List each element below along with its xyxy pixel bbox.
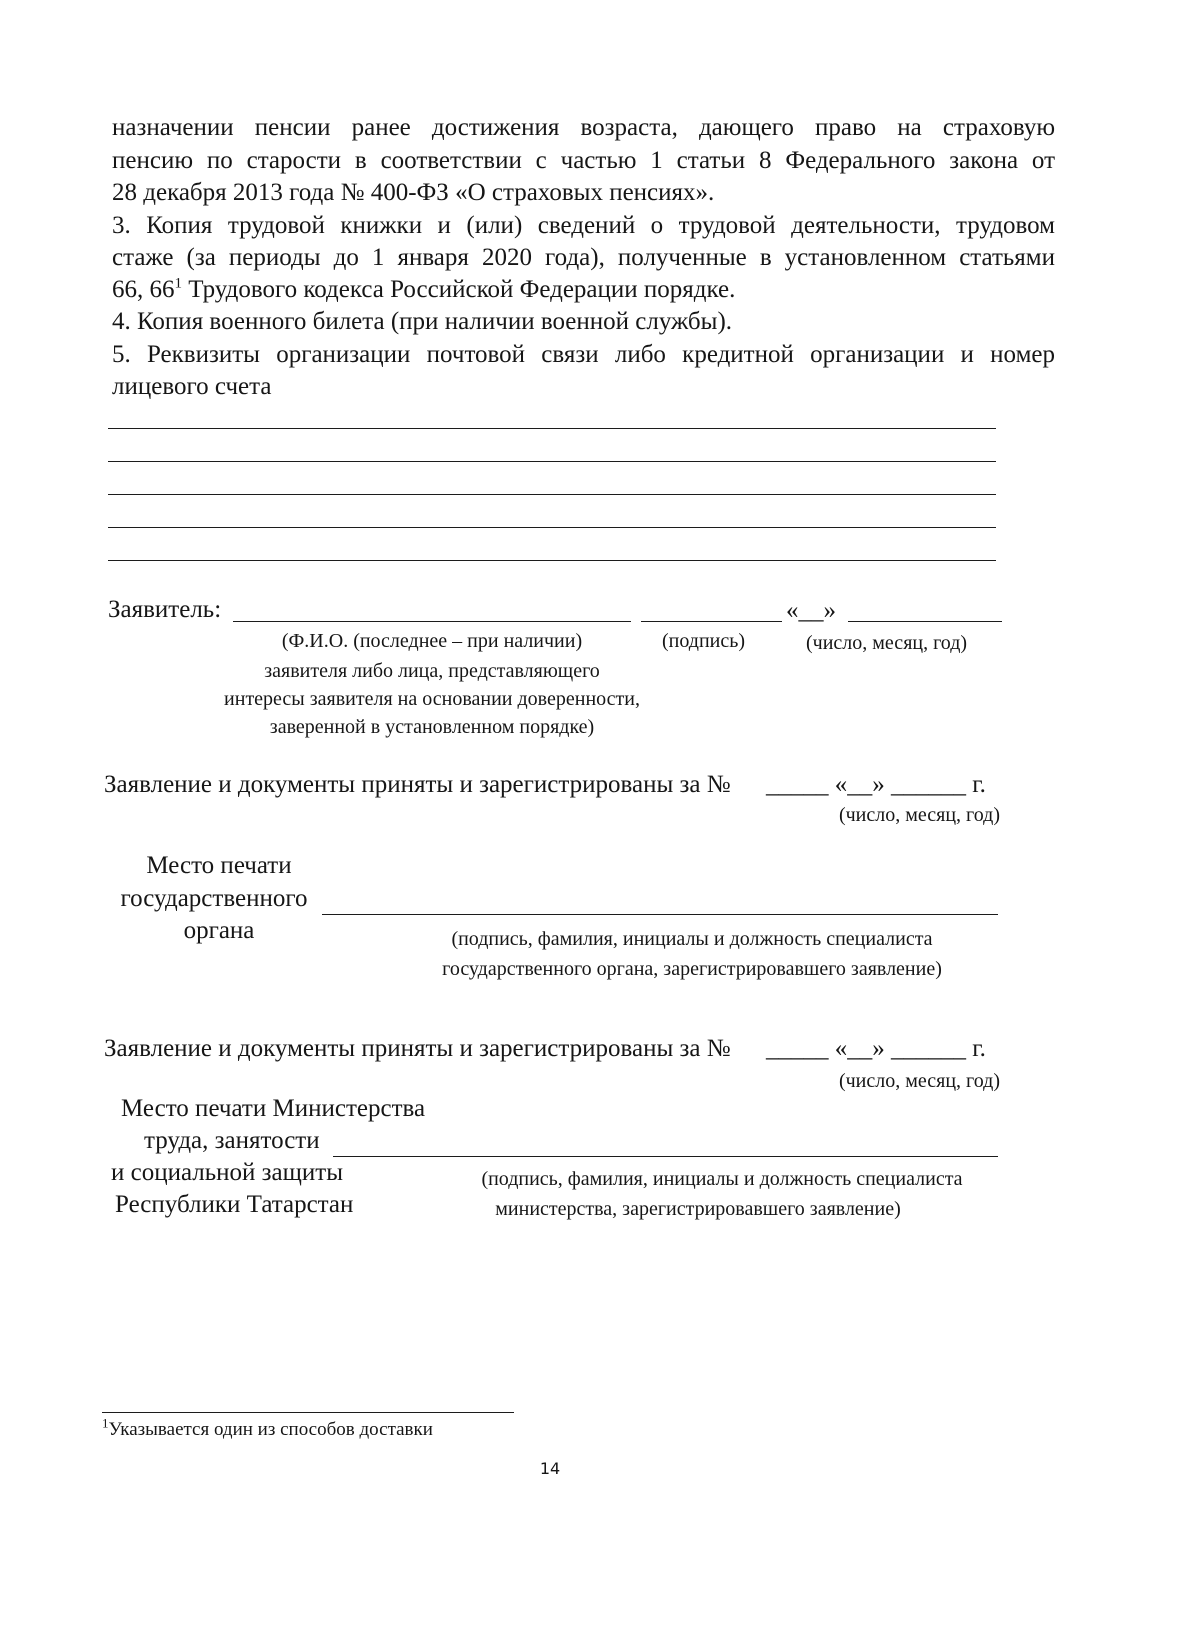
body-line-9: лицевого счета	[112, 373, 272, 400]
body-line-6-start: 66, 66	[112, 276, 175, 303]
body-line-6	[112, 273, 735, 306]
registration-2-signature-line[interactable]	[333, 1156, 998, 1157]
stamp-2-line-3: и социальной защиты	[111, 1159, 344, 1186]
registration-2-text: Заявление и документы приняты и зарегистрированы за №	[104, 1035, 731, 1062]
registration-2-sig-caption-1: (подпись, фамилия, инициалы и должность специалиста	[481, 1168, 963, 1190]
stamp-2-line-2: труда, занятости	[144, 1127, 320, 1154]
applicant-date-line[interactable]	[848, 621, 1002, 622]
footnote-separator	[102, 1412, 514, 1413]
applicant-signature-line[interactable]	[641, 621, 782, 622]
registration-1-date-part: _____ «__» ______ г.	[766, 771, 986, 798]
stamp-1-line-2: государственного	[120, 885, 308, 912]
registration-2-date-caption: (число, месяц, год)	[838, 1070, 1000, 1092]
footnote-text: Указывается один из способов доставки	[108, 1419, 433, 1440]
fio-caption-3: интересы заявителя на основании доверенности,	[224, 688, 640, 710]
page-number: 14	[539, 1459, 561, 1478]
applicant-quote-day: «__»	[786, 597, 836, 624]
account-line-2[interactable]	[108, 461, 996, 462]
fio-caption-4: заверенной в установленном порядке)	[269, 716, 595, 738]
signature-caption: (подпись)	[662, 630, 746, 652]
body-line-1: назначении пенсии ранее достижения возраста, дающего право на страховую	[112, 114, 1055, 141]
footnote-ref: 1	[174, 275, 182, 292]
account-line-5[interactable]	[108, 560, 996, 561]
applicant-label: Заявитель:	[108, 596, 222, 623]
body-line-3: 28 декабря 2013 года № 400-ФЗ «О страховых пенсиях».	[112, 179, 715, 206]
body-line-7: 4. Копия военного билета (при наличии военной службы).	[112, 308, 733, 335]
body-line-8: 5. Реквизиты организации почтовой связи либо кредитной организации и номер	[112, 341, 1055, 368]
registration-1-sig-caption-2: государственного органа, зарегистрировавшего заявление)	[442, 958, 942, 980]
body-line-4: 3. Копия трудовой книжки и (или) сведений о трудовой деятельности, трудовом	[112, 212, 1055, 239]
body-line-6-end: Трудового кодекса Российской Федерации порядке.	[188, 276, 736, 303]
body-line-5: стаже (за периоды до 1 января 2020 года), полученные в установленном статьями	[112, 244, 1055, 271]
registration-2-sig-caption-2: министерства, зарегистрировавшего заявление)	[495, 1198, 901, 1220]
stamp-1-line-1: Место печати	[146, 852, 292, 879]
fio-caption-1: (Ф.И.О. (последнее – при наличии)	[281, 630, 583, 652]
stamp-2-line-1: Место печати Министерства	[121, 1095, 426, 1122]
footnote	[102, 1415, 433, 1442]
registration-1-sig-caption-1: (подпись, фамилия, инициалы и должность специалиста	[451, 928, 933, 950]
footnote-marker: 1	[102, 1415, 109, 1431]
registration-1-text: Заявление и документы приняты и зарегистрированы за №	[104, 771, 731, 798]
account-line-1[interactable]	[108, 428, 996, 429]
registration-1-signature-line[interactable]	[322, 914, 998, 915]
stamp-1-line-3: органа	[183, 917, 255, 944]
stamp-2-line-4: Республики Татарстан	[115, 1191, 354, 1218]
registration-1-date-caption: (число, месяц, год)	[838, 804, 1000, 826]
registration-2-date-part: _____ «__» ______ г.	[766, 1035, 986, 1062]
body-line-2: пенсию по старости в соответствии с частью 1 статьи 8 Федерального закона от	[112, 147, 1055, 174]
applicant-date-caption: (число, месяц, год)	[806, 632, 968, 654]
account-line-3[interactable]	[108, 494, 996, 495]
fio-caption-2: заявителя либо лица, представляющего	[264, 660, 600, 682]
account-line-4[interactable]	[108, 527, 996, 528]
applicant-fio-line[interactable]	[233, 621, 631, 622]
